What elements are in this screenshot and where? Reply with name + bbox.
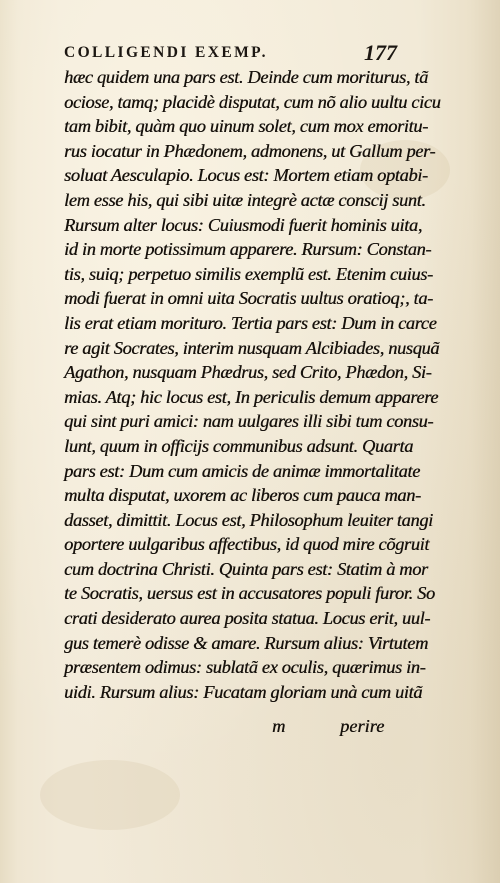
- text-line: lunt, quum in officijs communibus adsunt. Quarta: [64, 435, 413, 456]
- text-line: tam bibit, quàm quo uinum solet, cum mox emoritu-: [64, 116, 428, 137]
- text-line: soluat Aesculapio. Locus est: Mortem etiam optabi-: [64, 165, 428, 186]
- text-line: te Socratis, uersus est in accusatores populi furor. So: [64, 583, 435, 604]
- text-line: lem esse his, qui sibi uitæ integrè actæ conscij sunt.: [64, 189, 426, 210]
- text-line: gus temerè odisse & amare. Rursum alius: Virtutem: [64, 632, 428, 653]
- running-head: COLLIGENDI EXEMP.: [64, 44, 268, 61]
- text-line: tis, suiq; perpetuo similis exemplũ est. Etenim cuius-: [64, 263, 433, 284]
- text-line: modi fuerat in omni uita Socratis uultus oratioq;, ta-: [64, 288, 433, 309]
- text-line: pars est: Dum cum amicis de animæ immortalitate: [64, 460, 420, 481]
- text-line: Rursum alter locus: Cuiusmodi fuerit hominis uita,: [64, 214, 422, 235]
- text-line: multa disputat, uxorem ac liberos cum pauca man-: [64, 485, 421, 506]
- text-line: id in morte potissimum apparere. Rursum: Constan-: [64, 239, 432, 260]
- text-line: mias. Atq; hic locus est, In periculis demum apparere: [64, 386, 439, 407]
- text-line: præsentem odimus: sublatã ex oculis, quærimus in-: [64, 657, 426, 678]
- text-line: cum doctrina Christi. Quinta pars est: Statim à mor: [64, 558, 428, 579]
- text-line: oportere uulgaribus affectibus, id quod mire cõgruit: [64, 534, 430, 555]
- text-line: dasset, dimittit. Locus est, Philosophum leuiter tangi: [64, 509, 433, 530]
- catchword: perire: [340, 716, 385, 736]
- text-line: qui sint puri amici: nam uulgares illi sibi tum consu-: [64, 411, 434, 432]
- text-line: Agathon, nusquam Phædrus, sed Crito, Phædon, Si-: [64, 362, 432, 383]
- paper-stain: [40, 760, 180, 830]
- text-line: ociose, tamq; placidè disputat, cum nõ alio uultu cicu: [64, 91, 441, 112]
- page-number: 177: [364, 40, 397, 65]
- text-line: re agit Socrates, interim nusquam Alcibiades, nusquã: [64, 337, 440, 358]
- signature-mark: m: [272, 716, 286, 736]
- text-line: crati desiderato aurea posita statua. Locus erit, uul-: [64, 608, 431, 629]
- text-line: hæc quidem una pars est. Deinde cum moriturus, tã: [64, 67, 428, 87]
- text-line: uidi. Rursum alius: Fucatam gloriam unà cum uitã: [64, 681, 423, 702]
- body-text: [64, 65, 441, 704]
- text-line: rus iocatur in Phædonem, admonens, ut Gallum per-: [64, 140, 436, 161]
- text-line: lis erat etiam morituro. Tertia pars est: Dum in carce: [64, 312, 437, 333]
